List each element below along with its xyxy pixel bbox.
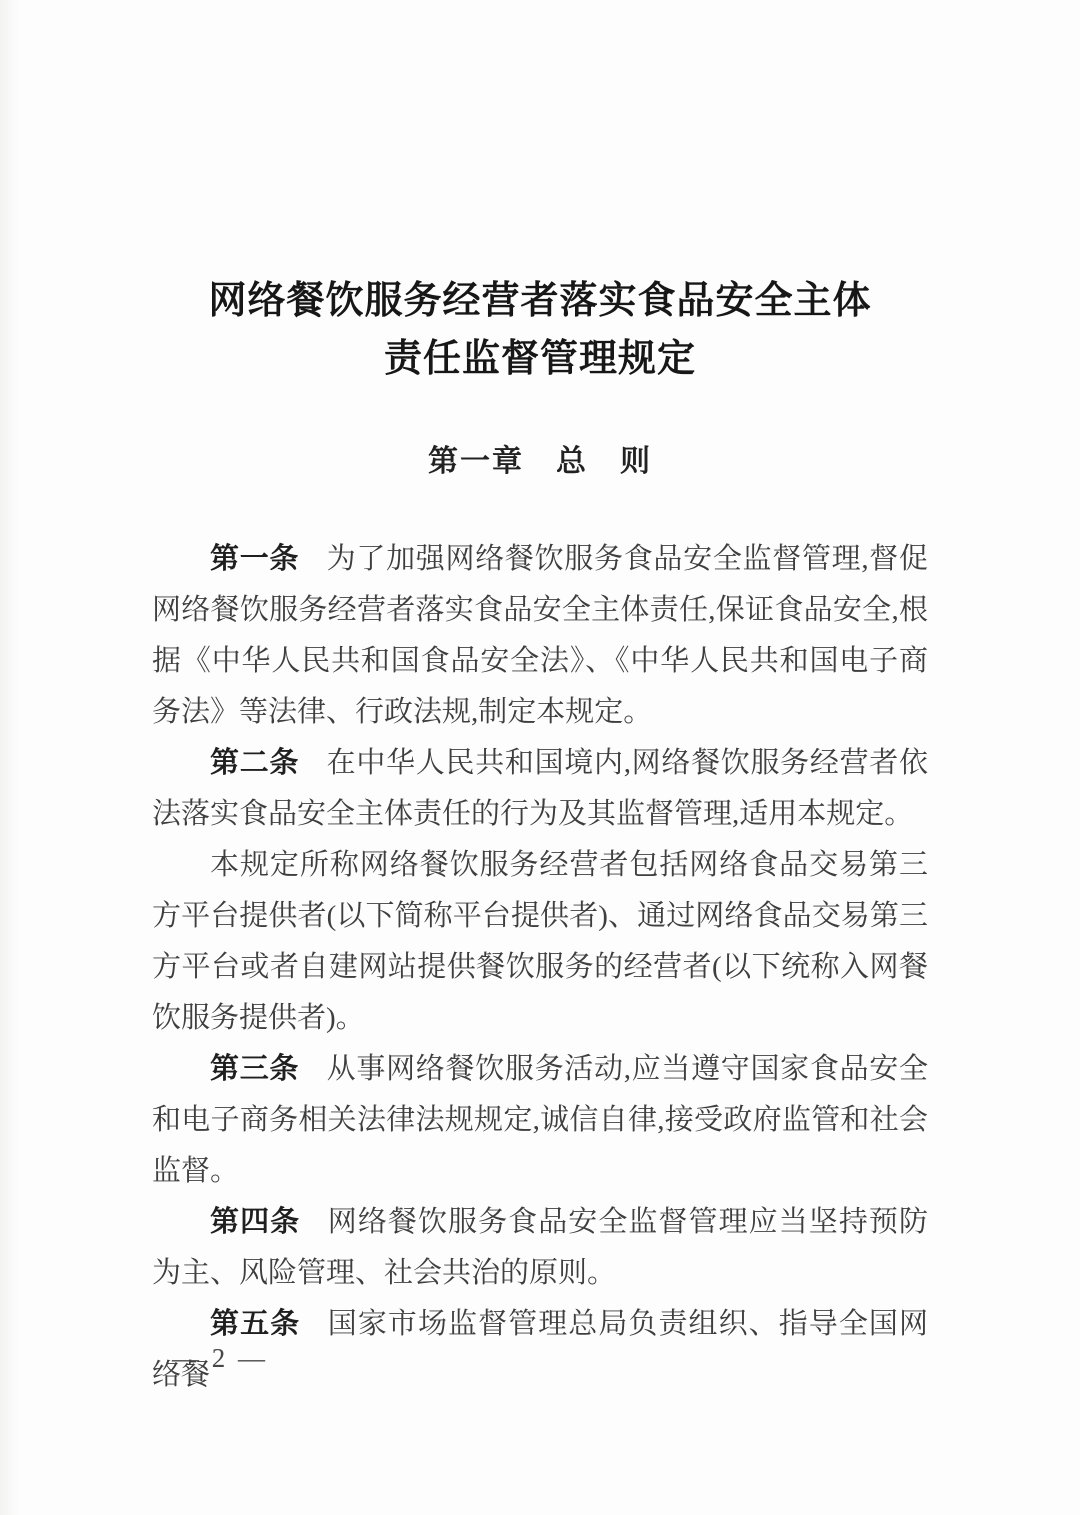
article-3-text: 从事网络餐饮服务活动,应当遵守国家食品安全和电子商务相关法律法规规定,诚信自律,接受政府监管和社会监督。	[152, 1053, 928, 1187]
article-3-label: 第三条	[210, 1053, 300, 1085]
document-title	[0, 0, 1080, 388]
article-1-text: 为了加强网络餐饮服务食品安全监督管理,督促网络餐饮服务经营者落实食品安全主体责任,保证食品安全,根据《中华人民共和国食品安全法》、《中华人民共和国电子商务法》等法律、行政法规,制定本规定。	[152, 543, 928, 728]
article-1-label: 第一条	[210, 543, 300, 575]
article-5-paragraph	[152, 1299, 928, 1401]
article-2-continuation-paragraph	[152, 840, 928, 1044]
article-5-label: 第五条	[210, 1308, 301, 1340]
document-title-line1: 网络餐饮服务经营者落实食品安全主体	[208, 280, 872, 322]
article-4-paragraph	[152, 1197, 928, 1299]
article-4-label: 第四条	[210, 1206, 301, 1238]
article-5-text: 国家市场监督管理总局负责组织、指导全国网络餐	[152, 1308, 928, 1391]
article-2-paragraph	[152, 738, 928, 840]
article-2-label: 第二条	[210, 747, 300, 779]
article-2-continuation-text: 本规定所称网络餐饮服务经营者包括网络食品交易第三方平台提供者(以下简称平台提供者)、通过网络食品交易第三方平台或者自建网站提供餐饮服务的经营者(以下统称入网餐饮服务提供者)。	[152, 849, 928, 1034]
article-4-text: 网络餐饮服务食品安全监督管理应当坚持预防为主、风险管理、社会共治的原则。	[152, 1206, 928, 1289]
document-body	[152, 534, 928, 1401]
document-title-line2: 责任监督管理规定	[383, 338, 696, 380]
chapter-heading: 第一章 总 则	[428, 445, 652, 478]
article-2-text: 在中华人民共和国境内,网络餐饮服务经营者依法落实食品安全主体责任的行为及其监督管理,适用本规定。	[152, 747, 928, 830]
article-1-paragraph	[152, 534, 928, 738]
page-number: — 2 —	[172, 1343, 268, 1373]
article-3-paragraph	[152, 1044, 928, 1197]
